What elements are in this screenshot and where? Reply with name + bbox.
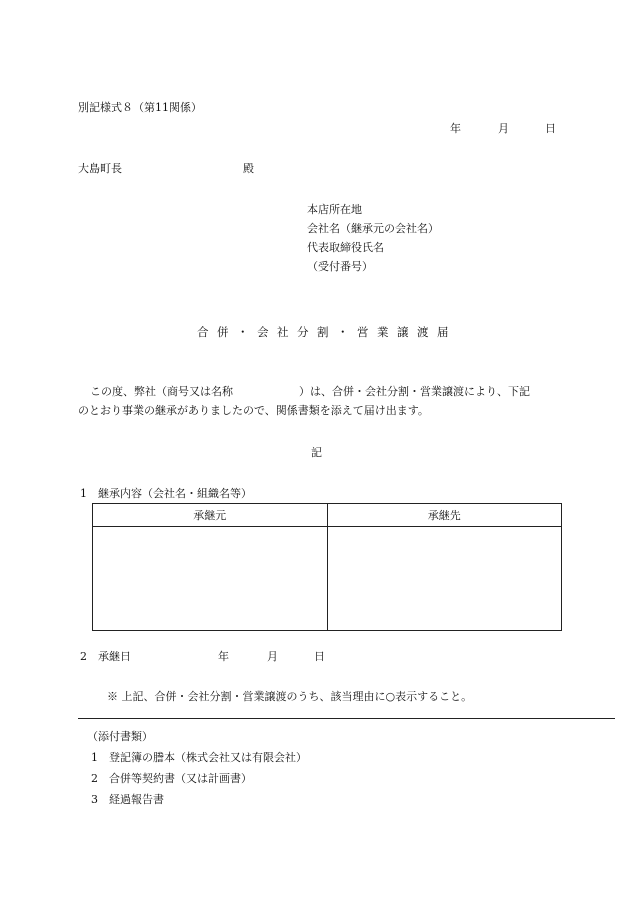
ki-heading: 記 [311,446,322,459]
table-header-from: 承継元 [93,504,328,527]
date-day: 日 [545,122,556,135]
body-line1-b: ）は、合併・会社分割・営業譲渡により、下記 [299,385,530,398]
attachment-item-2: 2 合併等契約書（又は計画書） [91,772,252,785]
date-month: 月 [498,122,509,135]
page-title: 合併・会社分割・営業譲渡届 [197,325,457,339]
addressee-honorific: 殿 [243,162,254,175]
date-year: 年 [450,122,461,135]
form-number: 別記様式８（第11関係） [78,101,202,114]
attachment-item-1: 1 登記簿の謄本（株式会社又は有限会社） [91,751,307,764]
applicant-representative-label: 代表取締役氏名 [307,241,384,254]
table-row [93,527,562,631]
note-text: ※ 上記、合併・会社分割・営業譲渡のうち、該当理由に○表示すること。 [107,690,473,703]
applicant-receipt-label: （受付番号） [307,260,373,273]
section1-label: 1 継承内容（会社名・組織名等） [80,487,252,500]
attachment-item-3: 3 経過報告書 [91,793,164,806]
attachments-heading: （添付書類） [87,730,153,743]
section2-label: 2 承継日 [80,650,131,663]
table-cell-to [327,527,562,631]
section2-year: 年 [218,650,229,663]
table-header-row [93,504,562,527]
inheritance-table [92,503,562,631]
table-cell-from [93,527,328,631]
applicant-address-label: 本店所在地 [307,203,362,216]
applicant-company-label: 会社名（継承元の会社名） [307,222,439,235]
divider [78,718,615,719]
section2-day: 日 [314,650,325,663]
body-line2: のとおり事業の継承がありましたので、関係書類を添えて届け出ます。 [78,404,429,417]
body-line1-a: この度、弊社（商号又は名称 [90,385,233,398]
section2-month: 月 [267,650,278,663]
addressee-name: 大島町長 [78,162,122,175]
table-header-to: 承継先 [327,504,562,527]
